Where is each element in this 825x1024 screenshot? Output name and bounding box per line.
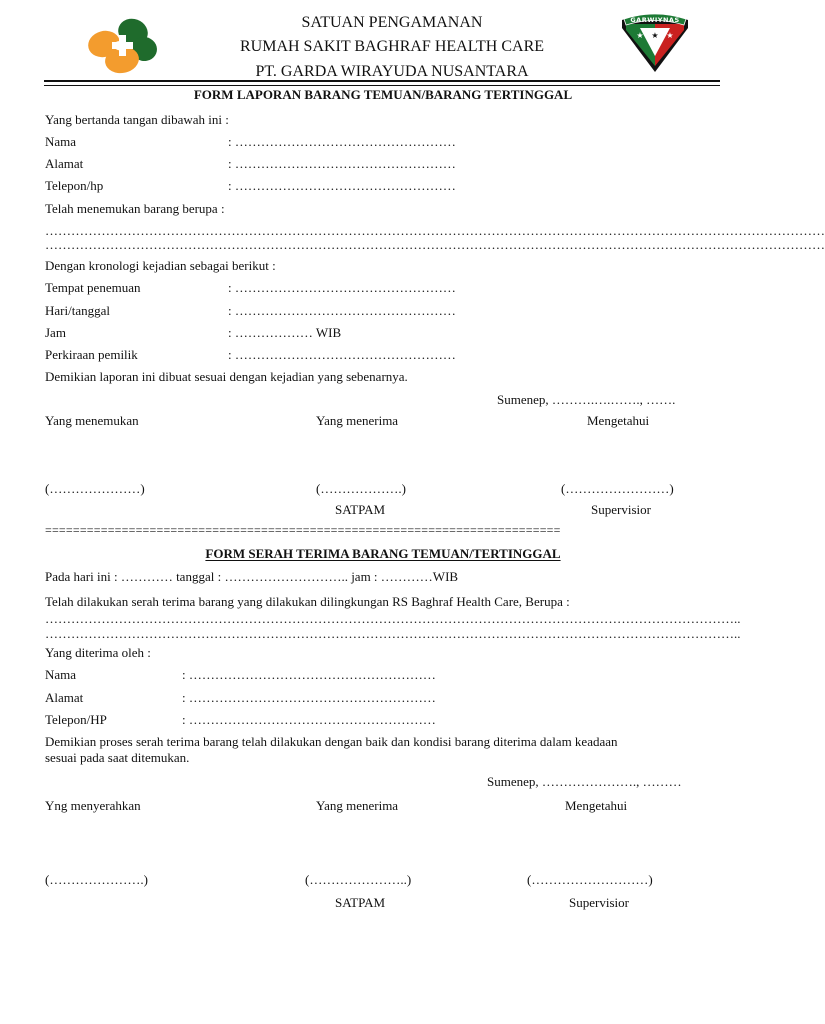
form1-field-value: : …………………………………………… xyxy=(228,156,456,171)
form2-field-label: Alamat xyxy=(45,690,84,705)
form1-chronology-label-item: Jam xyxy=(45,325,66,340)
form2-closing-line: Demikian proses serah terima barang telah dilakukan dengan baik dan kondisi barang diterima dalam keadaan xyxy=(45,734,618,749)
form1-chronology-value: : …………………………………………… xyxy=(228,303,456,318)
header-line-3: PT. GARDA WIRAYUDA NUSANTARA xyxy=(255,63,529,80)
form2-signature-title: SATPAM xyxy=(335,895,386,910)
form1-closing: Demikian laporan ini dibuat sesuai dengan kejadian yang sebenarnya. xyxy=(45,369,408,384)
form2-title xyxy=(30,546,736,562)
form1-field-label: Telepon/hp xyxy=(45,178,104,193)
form1-signature-role: Yang menerima xyxy=(316,413,399,428)
form2-field-label: Telepon/HP xyxy=(45,712,107,727)
form2-signature-role: Yng menyerahkan xyxy=(45,798,141,813)
form1-signature-blank: (……………………) xyxy=(561,481,674,496)
form1-field-label: Alamat xyxy=(45,156,84,171)
form2-signature-role: Yang menerima xyxy=(316,798,399,813)
form1-chronology-label: Dengan kronologi kejadian sebagai berikut : xyxy=(45,258,276,273)
form1-signature-title: SATPAM xyxy=(335,502,386,517)
form1-field-value: : …………………………………………… xyxy=(228,134,456,149)
form1-signature-role: Yang menemukan xyxy=(45,413,139,428)
form2-signature-blank: (………………………) xyxy=(527,872,653,887)
header-rule xyxy=(44,80,720,86)
header-line-2: RUMAH SAKIT BAGHRAF HEALTH CARE xyxy=(239,38,545,55)
header-line-1: SATUAN PENGAMANAN xyxy=(301,14,483,31)
svg-text:★: ★ xyxy=(636,31,644,40)
form1-chronology-value: : ……………… WIB xyxy=(228,325,342,340)
svg-text:★: ★ xyxy=(651,31,659,40)
form1-found-line: ……………………………………………………………………………………………………………………………………………………………… xyxy=(45,223,825,238)
form2-signature-role: Mengetahui xyxy=(565,798,628,813)
form2-closing-line: sesuai pada saat ditemukan. xyxy=(45,750,190,765)
form1-signature-blank: (……………….) xyxy=(316,481,406,496)
form2-title-text: FORM SERAH TERIMA BARANG TEMUAN/TERTINGGAL xyxy=(205,546,561,561)
section-separator: ========================================================================== xyxy=(45,523,561,537)
form2-handover-line: …………………………………………………………………………………………………………………………………………….. xyxy=(45,626,741,641)
form1-intro: Yang bertanda tangan dibawah ini : xyxy=(45,112,229,127)
form1-field-value: : …………………………………………… xyxy=(228,178,456,193)
form2-handover-line: …………………………………………………………………………………………………………………………………………….. xyxy=(45,611,741,626)
form1-chronology-label-item: Tempat penemuan xyxy=(45,280,141,295)
flower-cross-logo-icon xyxy=(86,16,158,74)
form1-title: FORM LAPORAN BARANG TEMUAN/BARANG TERTINGGAL xyxy=(193,87,573,102)
form2-field-value: : ………………………………………………… xyxy=(182,667,436,682)
form2-handover-text: Telah dilakukan serah terima barang yang dilakukan dilingkungan RS Baghraf Health Care, Berupa : xyxy=(45,594,570,609)
form2-field-value: : ………………………………………………… xyxy=(182,712,436,727)
form2-field-value: : ………………………………………………… xyxy=(182,690,436,705)
form1-chronology-value: : …………………………………………… xyxy=(228,280,456,295)
logo-banner-text: GARWIYNAS xyxy=(630,16,680,24)
form2-field-label: Nama xyxy=(45,667,77,682)
form1-chronology-label-item: Hari/tanggal xyxy=(45,303,110,318)
form2-signature-title: Supervisior xyxy=(569,895,629,910)
form2-place-date: Sumenep, …………………., ……… xyxy=(487,774,682,789)
form1-found-label: Telah menemukan barang berupa : xyxy=(45,201,225,216)
form1-chronology-value: : …………………………………………… xyxy=(228,347,456,362)
form1-found-line: ……………………………………………………………………………………………………………………………………………………………… xyxy=(45,237,825,252)
form2-signature-blank: (………………….) xyxy=(45,872,148,887)
shield-badge-logo-icon xyxy=(616,10,694,74)
form2-signature-blank: (…………………..) xyxy=(305,872,412,887)
form1-signature-role: Mengetahui xyxy=(587,413,650,428)
form2-received-label: Yang diterima oleh : xyxy=(45,645,151,660)
form1-field-label: Nama xyxy=(45,134,77,149)
form1-place-date: Sumenep, ……….….……., ……. xyxy=(497,392,676,407)
form1-signature-title: Supervisior xyxy=(591,502,651,517)
svg-text:★: ★ xyxy=(666,31,674,40)
form1-signature-blank: (…………………) xyxy=(45,481,145,496)
form1-chronology-label-item: Perkiraan pemilik xyxy=(45,347,138,362)
form2-day-line: Pada hari ini : ………… tanggal : ……………………….. jam : …………WIB xyxy=(45,569,459,584)
